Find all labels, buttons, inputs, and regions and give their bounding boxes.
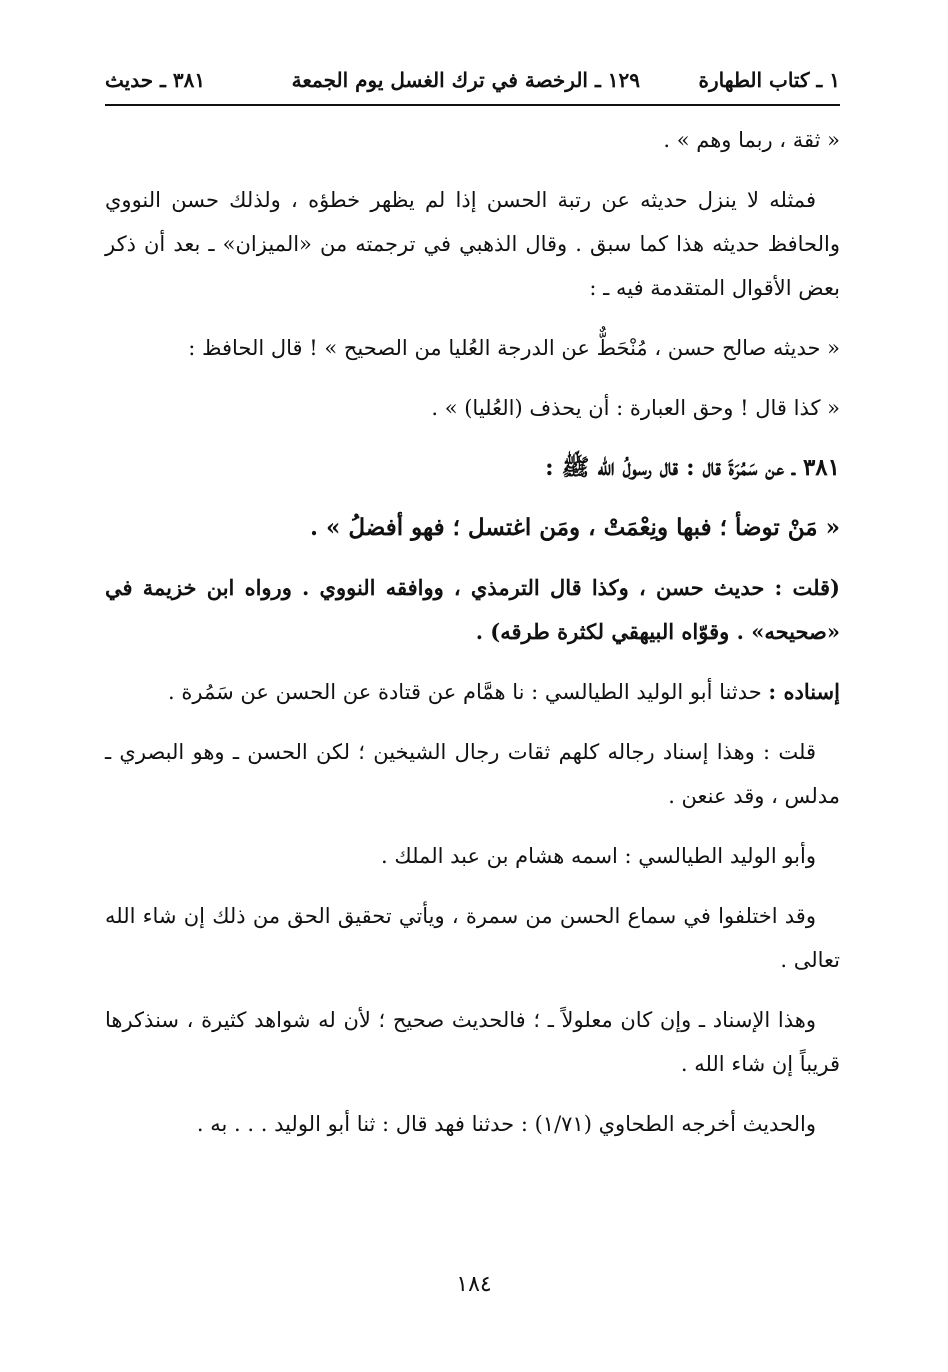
running-header [105, 62, 840, 106]
commentary-paragraph: فمثله لا ينزل حديثه عن رتبة الحسن إذا لم يظهر خطؤه ، ولذلك حسن النووي والحافظ حديثه هذا كما سبق . وقال الذهبي في ترجمته من «الميزان» ـ بعد أن ذكر بعض الأقوال المتقدمة فيه ـ : [105, 188, 840, 300]
isnad-paragraph [105, 670, 840, 714]
quote-paragraph: « كذا قال ! وحق العبارة : أن يحذف (العُليا) » . [431, 396, 840, 420]
page-body [105, 118, 840, 1146]
commentary-paragraph: وأبو الوليد الطيالسي : اسمه هشام بن عبد الملك . [381, 844, 816, 868]
quote-paragraph: « حديثه صالح حسن ، مُنْحَطٌّ عن الدرجة العُليا من الصحيح » ! قال الحافظ : [188, 336, 840, 360]
commentary-paragraph: وقد اختلفوا في سماع الحسن من سمرة ، ويأتي تحقيق الحق من ذلك إن شاء الله تعالى . [105, 904, 840, 972]
commentary-paragraph: والحديث أخرجه الطحاوي (١/٧١) : حدثنا فهد قال : ثنا أبو الوليد . . . به . [196, 1112, 816, 1136]
hadith-text: « مَنْ توضأ ؛ فبها ونِعْمَتْ ، ومَن اغتسل ؛ فهو أفضلُ » . [309, 514, 840, 541]
grading-paragraph: (قلت : حديث حسن ، وكذا قال الترمذي ، ووافقه النووي . ورواه ابن خزيمة في «صحيحه» . وقوّاه البيهقي لكثرة طرقه) . [105, 575, 840, 644]
commentary-paragraph: وهذا الإسناد ـ وإن كان معلولاً ـ ؛ فالحديث صحيح ؛ لأن له شواهد كثيرة ، سنذكرها قريباً إن شاء الله . [105, 1008, 840, 1076]
header-book-title: ١ ـ كتاب الطهارة [698, 68, 840, 92]
isnad-text: حدثنا أبو الوليد الطيالسي : نا همَّام عن قتادة عن الحسن عن سَمُرة . [168, 680, 762, 704]
hadith-heading: ٣٨١ ـ عن سَمُرَةَ قال : قال رسولُ الله ﷺ : [545, 454, 840, 481]
isnad-label: إسناده : [768, 679, 840, 704]
quote-paragraph: « ثقة ، ربما وهم » . [663, 128, 840, 152]
header-chapter-title: ١٢٩ ـ الرخصة في ترك الغسل يوم الجمعة [291, 68, 640, 92]
commentary-paragraph: قلت : وهذا إسناد رجاله كلهم ثقات رجال الشيخين ؛ لكن الحسن ـ وهو البصري ـ مدلس ، وقد عنعن . [105, 740, 840, 808]
page-number: ١٨٤ [456, 1272, 492, 1297]
header-hadith-number: ٣٨١ ـ حديث [105, 68, 206, 92]
